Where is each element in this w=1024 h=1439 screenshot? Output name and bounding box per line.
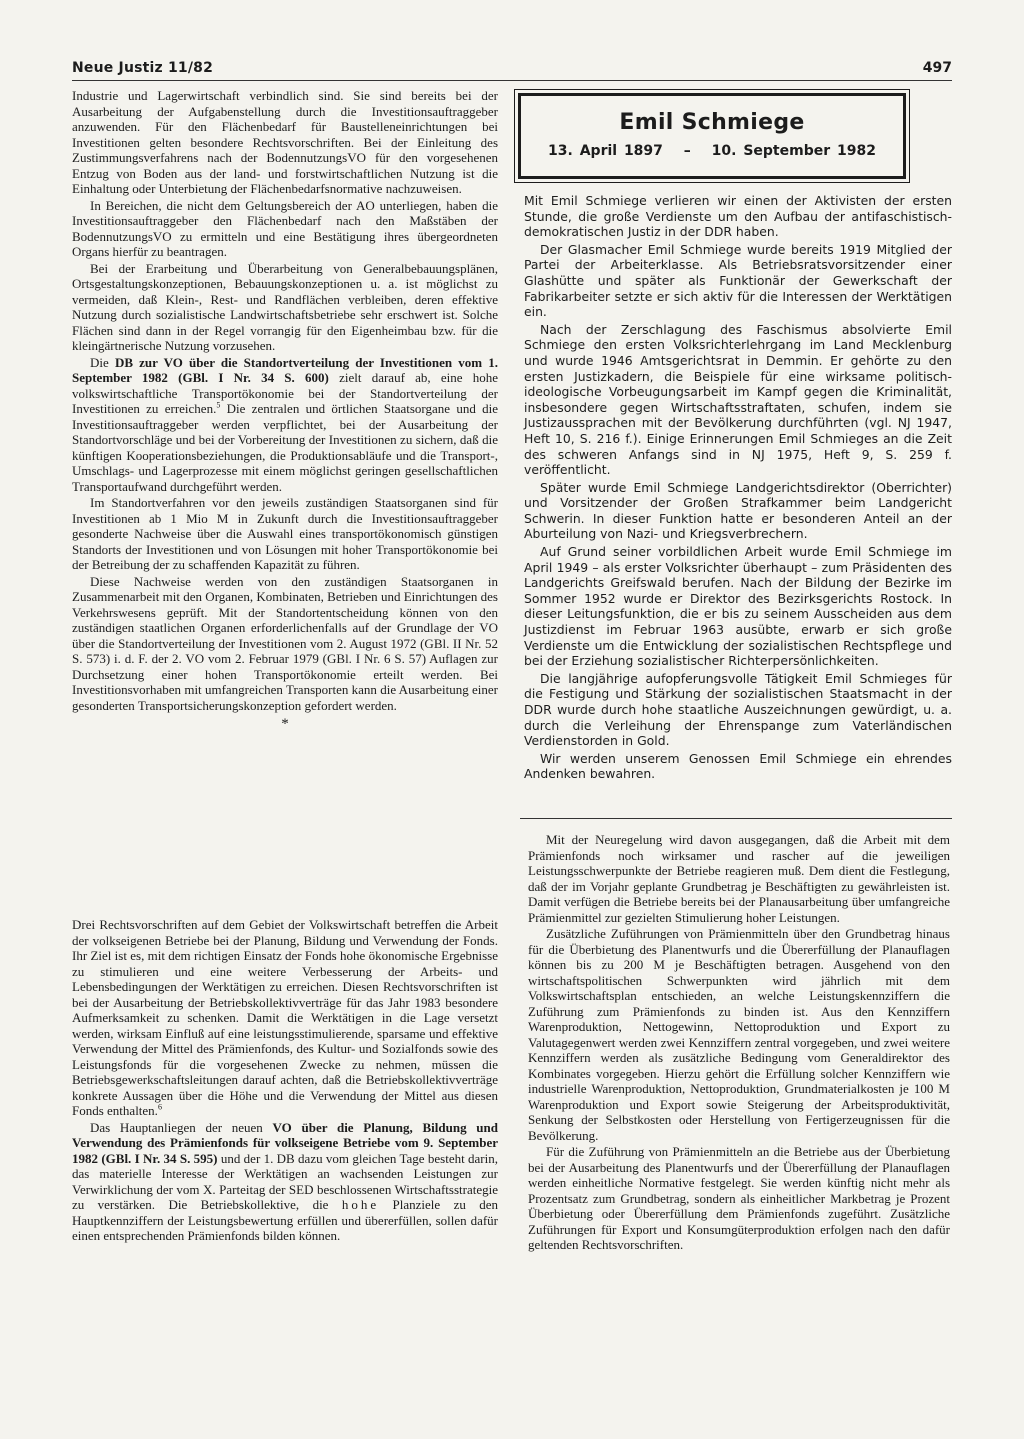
paragraph-standortverteilung <box>72 355 498 495</box>
paragraph: Industrie und Lagerwirtschaft verbindlich sind. Sie sind bereits bei der Ausarbeitung der Aufgabenstellung durch die Investitionsauftraggeber anzuwenden. Für den Flächenbedarf für Baustelleneinrichtungen bei Investitionen gelten besondere Rechtsvorschriften. Bei der Einleitung des Zustimmungsverfahrens nach der BodennutzungsVO für den vorgesehenen Entzug von Boden aus der land- und forstwirtschaftlichen Nutzung ist die Einhaltung oder Unterbietung der Flächenbedarfsnormative nachzuweisen. <box>72 88 498 196</box>
paragraph: Nach der Zerschlagung des Faschismus absolvierte Emil Schmiege den ersten Volksrichterlehrgang im Land Mecklenburg und wurde 1946 Amtsgerichtsrat in Demmin. Er gehörte zu den ersten Justizkadern, die Beispiele für eine wirksame politisch-ideologische Vorbeugungsarbeit im Kampf gegen die Kriminalität, insbesondere gegen Wirtschaftsstraftaten, schufen, indem sie Justizaussprachen mit der Bevölkerung durchführten (vgl. NJ 1947, Heft 10, S. 216 f.). Einige Erinnerungen Emil Schmieges an die Zeit des schweren Anfangs sind in NJ 1975, Heft 9, S. 259 f. veröffentlicht. <box>524 321 952 478</box>
page-number: 497 <box>922 60 952 76</box>
regulation-citation: VO über die Planung, Bildung und Verwendung des Prämienfonds für volkseigene Betriebe vom 9. September 1982 (GBl. I Nr. 34 S. 595) <box>72 1119 498 1166</box>
text-span: zielt darauf ab, eine hohe volkswirtschaftliche Transportökonomie bei der Standortverteilung der Investitionen zu erreichen. <box>72 370 499 416</box>
obituary-name: Emil Schmiege <box>619 110 805 135</box>
paragraph: In Bereichen, die nicht dem Geltungsbereich der AO unterliegen, haben die Investitionsauftraggeber den Flächenbedarf nach den Maßstäben der BodennutzungsVO zu ermitteln und eine Bestätigung ihres übergeordneten Organs hierfür zu beantragen. <box>72 197 498 259</box>
obituary-dates <box>521 143 903 159</box>
text-span: Die zentralen und örtlichen Staatsorgane und die Investitionsauftraggeber werden verpflichtet, bei der Ausarbeitung der Standortvorschläge und bei der Vorbereitung der Investitionen zu sichern, daß die künftigen Kooperationsbeziehungen, die Produktionsabläufe und die Transport-, Umschlags- und Lagerprozesse mit einem möglichst geringen gesellschaftlichen Transportaufwand durchgeführt werden. <box>72 401 499 494</box>
right-column-lower <box>528 832 950 1253</box>
journal-issue: Neue Justiz 11/82 <box>72 60 214 76</box>
paragraph: Mit der Neuregelung wird davon ausgegangen, daß die Arbeit mit dem Prämienfonds noch wirksamer und rascher auf die jeweiligen Leistungsschwerpunkte der Betriebe reagieren muß. Dem dient die Festlegung, daß der im Vorjahr geplante Grundbetrag je Beschäftigten zu gewährleisten ist. Damit verfügen die Betriebe bereits bei der Planausarbeitung über umfangreiche Prämienmittel zur gezielten Stimulierung hoher Leistungen. <box>528 832 950 925</box>
paragraph: Der Glasmacher Emil Schmiege wurde bereits 1919 Mitglied der Partei der Arbeiterklasse. Als Betriebsratsvorsitzender einer Glashütte und später als Funktionär der Gewerkschaft der Fabrikarbeiter setzte er sich aktiv für die Interessen der Werktätigen ein. <box>524 241 952 320</box>
text-span: Die <box>90 354 109 370</box>
birth-date: 13. April 1897 <box>548 143 663 159</box>
obituary-end-rule <box>520 818 952 819</box>
obituary-title-box <box>518 93 906 179</box>
text-span: Das Hauptanliegen der neuen <box>90 1119 263 1135</box>
paragraph: Später wurde Emil Schmiege Landgerichtsdirektor (Oberrichter) und Vorsitzender der Großen Strafkammer beim Landgericht Schwerin. In dieser Funktion hatte er besonderen Anteil an der Aburteilung von Nazi- und Kriegsverbrechern. <box>524 479 952 542</box>
section-separator: * <box>281 716 289 732</box>
text-span: Drei Rechtsvorschriften auf dem Gebiet der Volkswirtschaft betreffen die Arbeit der volkseigenen Betriebe bei der Planung, Bildung und Verwendung der Fonds. Ihr Ziel ist es, mit dem richtigen Einsatz der Fonds hohe ökonomische Ergebnisse zu stimulieren und eine weitere Verbesserung der Arbeits- und Lebensbedingungen der Werktätigen zu erreichen. Diesen Rechtsvorschriften ist bei der Ausarbeitung der Betriebskollektivverträge für das Jahr 1983 besondere Aufmerksamkeit zu schenken. Damit die Werktätigen in die Lage versetzt werden, wirksam Einfluß auf eine leistungsstimulierende, sparsame und effektive Verwendung der Mittel des Prämienfonds, des Kultur- und Sozialfonds sowie des Leistungsfonds für die vorgesehenen Zwecke zu nehmen, müssen die Betriebsgewerkschaftsleitungen darauf achten, daß die Betriebskollektivverträge konkrete Aussagen über die Höhe und die Verwendung der Mittel aus diesen Fonds enthalten. <box>72 917 498 1118</box>
death-date: 10. September 1982 <box>711 143 876 159</box>
paragraph: Zusätzliche Zuführungen von Prämienmitteln über den Grundbetrag hinaus für die Überbietung des Planentwurfs und die Übererfüllung der Planauflagen können bis zu 200 M je Beschäftigten betragen. Ausgehend von den wirtschaftspolitischen Schwerpunkten wird jährlich mit dem Volkswirtschaftsplan entschieden, an welche Leistungskennziffern die Zuführung zum Prämienfonds zu binden ist. Aus den Kennziffern Warenproduktion, Nettogewinn, Nettoproduktion und Export zu Valutagegenwert werden zwei Kennziffern zentral vorgegeben, und zwei weitere Kennziffern werden als zusätzliche Bedingung vom Generaldirektor des Kombinates vorgegeben. Hierzu gehört die Erfüllung solcher Kennziffern wie industrielle Warenproduktion, Nettoproduktion, Grundmaterialkosten je 100 M Warenproduktion und Export sowie Steigerung der Arbeitsproduktivität, Senkung der Selbstkosten oder Herstellung von Fertigerzeugnissen für die Bevölkerung. <box>528 926 950 1143</box>
footnote-ref: 5 <box>216 400 221 410</box>
paragraph: Im Standortverfahren vor den jeweils zuständigen Staatsorganen sind für Investitionen ab 1 Mio M in Zukunft durch die Investitionsauftraggeber gesonderte Nachweise über die Auswahl eines transportökonomisch günstigen Standorts der Investitionen und von Lösungen mit hoher Transportökonomie bei der Betreibung der zu schaffenden Kapazität zu führen. <box>72 495 498 572</box>
obituary-text <box>524 193 952 782</box>
date-dash: – <box>683 143 691 159</box>
spaced-word: hohe <box>341 1197 380 1212</box>
paragraph-praemienfonds <box>72 1120 498 1244</box>
paragraph: Wir werden unserem Genossen Emil Schmiege ein ehrendes Andenken bewahren. <box>524 750 952 782</box>
paragraph: Auf Grund seiner vorbildlichen Arbeit wurde Emil Schmiege im April 1949 – als erster Volksrichter überhaupt – zum Präsidenten des Landgerichts Greifswald berufen. Nach der Bildung der Bezirke im Sommer 1952 wurde er Direktor des Bezirksgerichts Rostock. In dieser Leitungsfunktion, die er bis zu seinem Ausscheiden aus dem Justizdienst im Februar 1963 ausübte, erwarb er sich große Verdienste um die Entwicklung der sozialistischen Rechtspflege und bei der Erziehung sozialistischer Richterpersönlichkeiten. <box>524 544 952 669</box>
regulation-citation: DB zur VO über die Standortverteilung der Investitionen vom 1. September 1982 (GBl. I Nr. 34 S. 600) <box>72 354 499 385</box>
paragraph <box>72 917 498 1119</box>
paragraph: Diese Nachweise werden von den zuständigen Staatsorganen in Zusammenarbeit mit den Organen, Kombinaten, Betrieben und Einrichtungen des Verkehrswesens geprüft. Mit der Standortentscheidung können von den zuständigen staatlichen Organen erforderlichenfalls auf der Grundlage der VO über die Standortverteilung der Investitionen vom 2. August 1972 (GBl. II Nr. 52 S. 573) i. d. F. der 2. VO vom 2. Februar 1979 (GBl. I Nr. 6 S. 57) Auflagen zur Durchsetzung einer hohen Transportökonomie erteilt werden. Bei Investitionsvorhaben mit umfangreichen Transporten kann die Ausarbeitung einer gesonderten Transportsicherungskonzeption gefordert werden. <box>72 573 498 713</box>
paragraph: Mit Emil Schmiege verlieren wir einen der Aktivisten der ersten Stunde, die große Verdienste um den Aufbau der antifaschistisch-demokratischen Justiz in der DDR haben. <box>524 193 952 240</box>
footnote-ref: 6 <box>157 1102 162 1112</box>
paragraph: Für die Zuführung von Prämienmitteln an die Betriebe aus der Überbietung bei der Ausarbeitung des Planentwurfs und der Übererfüllung der Planauflagen werden einheitliche Normative festgelegt. Sie werden künftig nicht mehr als Prozentsatz zum Grundbetrag, sondern als einheitlicher Markbetrag je Prozent Überbietung oder Übererfüllung dem Prämienfonds zugeführt. Zusätzliche Zuführungen für Export und Konsumgüterproduktion erfolgen nach den dafür geltenden Rechtsvorschriften. <box>528 1144 950 1252</box>
text-span: Planziele zu den Hauptkennziffern der Leistungsbewertung erfüllen und übererfüllen, sollen dafür einen entsprechenden Prämienfonds bilden können. <box>72 1197 499 1243</box>
header-rule <box>72 80 952 81</box>
left-column-upper <box>72 88 498 735</box>
left-column-lower <box>72 917 498 1244</box>
text-span: und der 1. DB dazu vom gleichen Tage besteht darin, das materielle Interesse der Werktätigen an wachsenden Leistungen zur Verwirklichung der vom X. Parteitag der SED beschlossenen Wirtschaftsstrategie zu verstärken. Die Betriebskollektive, die <box>72 1150 498 1212</box>
paragraph: Bei der Erarbeitung und Überarbeitung von Generalbebauungsplänen, Ortsgestaltungskonzeptionen, Bebauungskonzeptionen u. a. ist möglichst zu vermeiden, daß Klein-, Rest- und Randflächen verbleiben, deren effektive Nutzung durch sozialistische Landwirtschaftsbetriebe sehr erschwert ist. Solche Flächen sind dann in der Regel vorrangig für den Eigenheimbau bzw. für die kleingärtnerische Nutzung vorzusehen. <box>72 260 498 353</box>
paragraph: Die langjährige aufopferungsvolle Tätigkeit Emil Schmieges für die Festigung und Stärkung der sozialistischen Staatsmacht in der DDR wurde durch hohe staatliche Auszeichnungen gewürdigt, u. a. durch die Verleihung der Ehrenspange zum Vaterländischen Verdienstorden in Gold. <box>524 670 952 749</box>
